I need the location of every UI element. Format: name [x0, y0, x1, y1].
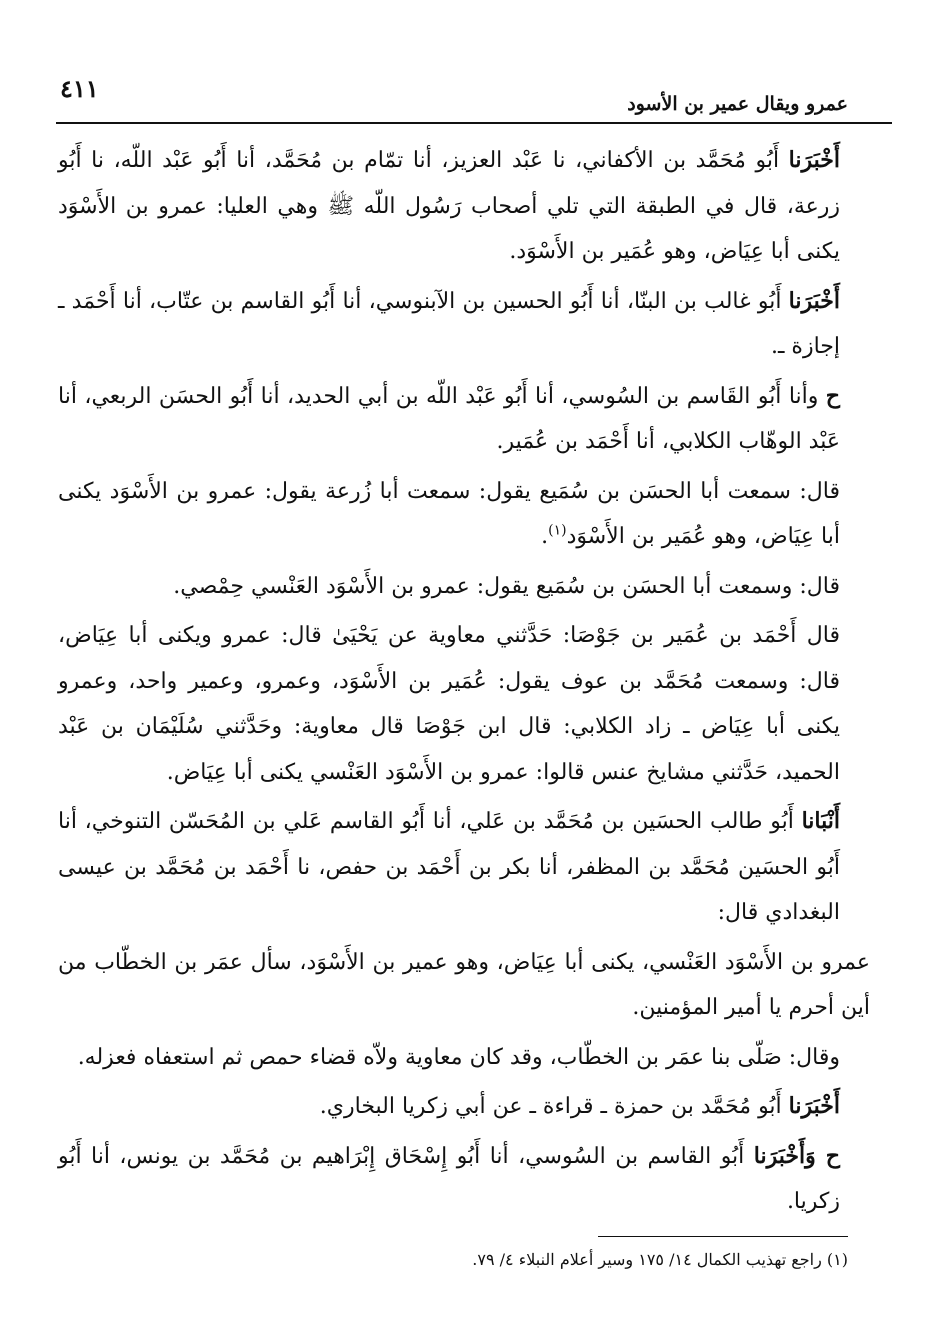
paragraph	[58, 564, 870, 610]
paragraph-text: أَبُو القاسم بن السُوسي، أنا أَبُو إِسْحَاق إِبْرَاهيم بن مُحَمَّد بن يونس، أنا أَبُو زكريا.	[58, 1143, 840, 1214]
paragraph	[58, 374, 870, 465]
paragraph	[58, 1035, 870, 1081]
paragraph-text: قال: وسمعت أبا الحسَن بن سُمَيع يقول: عمرو بن الأَسْوَد العَنْسي حِمْصي.	[173, 573, 840, 599]
paragraph-text: أَبُو طالب الحسَين بن مُحَمَّد بن عَلي، أنا أَبُو القاسم عَلي بن المُحَسّن التنوخي، أنا أَبُو الحسَين مُحَمَّد بن المظفر، أنا بكر بن أَحْمَد بن حفص، نا أَحْمَد بن مُحَمَّد بن عيسى البغدادي قال:	[58, 809, 840, 925]
footnote: (١) راجع تهذيب الكمال ١٤/ ١٧٥ وسير أعلام النبلاء ٤/ ٧٩.	[472, 1250, 848, 1269]
transmission-keyword: أَنْبَانا	[801, 808, 840, 834]
paragraph-text: أَبُو مُحَمَّد بن حمزة ـ قراءة ـ عن أبي زكريا البخاري.	[319, 1094, 789, 1119]
paragraph-text: قال أَحْمَد بن عُمَير بن جَوْصَا: حَدَّثني معاوية عن يَحْيَىٰ قال: عمرو ويكنى أبا عِيَاض، قال: وسمعت مُحَمَّد بن عوف يقول: عُمَير بن الأَسْوَد، وعمرو، وعمير واحد، وعمرو يكنى أبا عِيَاض ـ زاد الكلابي: قال ابن جَوْصَا قال معاوية: وحَدَّثني سُلَيْمَان بن عَبْد الحميد، حَدَّثني مشايخ عنس قالوا: عمرو بن الأَسْوَد العَنْسي يكنى أبا عِيَاض.	[58, 623, 840, 785]
paragraph	[58, 1134, 870, 1225]
paragraph	[58, 138, 870, 275]
header-rule	[56, 122, 892, 124]
transmission-keyword: أَخْبَرَنا	[788, 1093, 840, 1119]
paragraph	[58, 469, 870, 560]
running-title: عمرو ويقال عمير بن الأسود	[627, 93, 848, 115]
footnote-reference: (١)	[548, 522, 567, 539]
transmission-keyword: ح وَأَخْبَرَنا	[753, 1142, 840, 1169]
transmission-keyword: أَخْبَرَنا	[788, 147, 840, 173]
paragraph-text: عمرو بن الأَسْوَد العَنْسي، يكنى أبا عِيَاض، وهو عمير بن الأَسْوَد، سأل عمَر بن الخطّاب من أين أحرم يا أمير المؤمنين.	[58, 949, 870, 1020]
paragraph	[58, 799, 870, 936]
page-number: ٤١١	[60, 74, 99, 103]
paragraph	[58, 279, 870, 370]
paragraph	[58, 1084, 870, 1130]
paragraph	[58, 613, 870, 795]
transmission-keyword: أَخْبَرَنا	[788, 287, 840, 314]
transmission-keyword: ح	[825, 382, 840, 409]
body-text	[58, 138, 870, 1229]
paragraph-tail: .	[541, 524, 549, 549]
paragraph-text: وقال: صَلّى بنا عمَر بن الخطّاب، وقد كان معاوية ولاّه قضاء حمص ثم استعفاه فعزله.	[77, 1044, 840, 1070]
paragraph-text: وأنا أَبُو القَاسم بن السُوسي، أنا أَبُو عَبْد اللّه بن أبي الحديد، أنا أَبُو الحسَن الربعي، أنا عَبْد الوهّاب الكلابي، أنا أَحْمَد بن عُمَير.	[58, 383, 840, 454]
paragraph	[58, 940, 870, 1031]
paragraph-text: قال: سمعت أبا الحسَن بن سُمَيع يقول: سمعت أبا زُرعة يقول: عمرو بن الأَسْوَد يكنى أبا عِيَاض، وهو عُمَير بن الأَسْوَد	[58, 478, 840, 549]
footnote-rule	[598, 1236, 848, 1237]
paragraph-text: أَبُو مُحَمَّد بن الأكفاني، نا عَبْد العزيز، أنا تمّام بن مُحَمَّد، أنا أَبُو عَبْد اللّه، نا أَبُو زرعة، قال في الطبقة التي تلي أصحاب رَسُول اللّه ﷺ وهي العليا: عمرو بن الأَسْوَد يكنى أبا عِيَاض، وهو عُمَير بن الأَسْوَد.	[58, 148, 840, 264]
paragraph-text: أَبُو غالب بن البنّا، أنا أَبُو الحسين بن الآبنوسي، أنا أَبُو القاسم بن عتّاب، أنا أَحْمَد ـ إجازة ـ.	[58, 288, 840, 359]
